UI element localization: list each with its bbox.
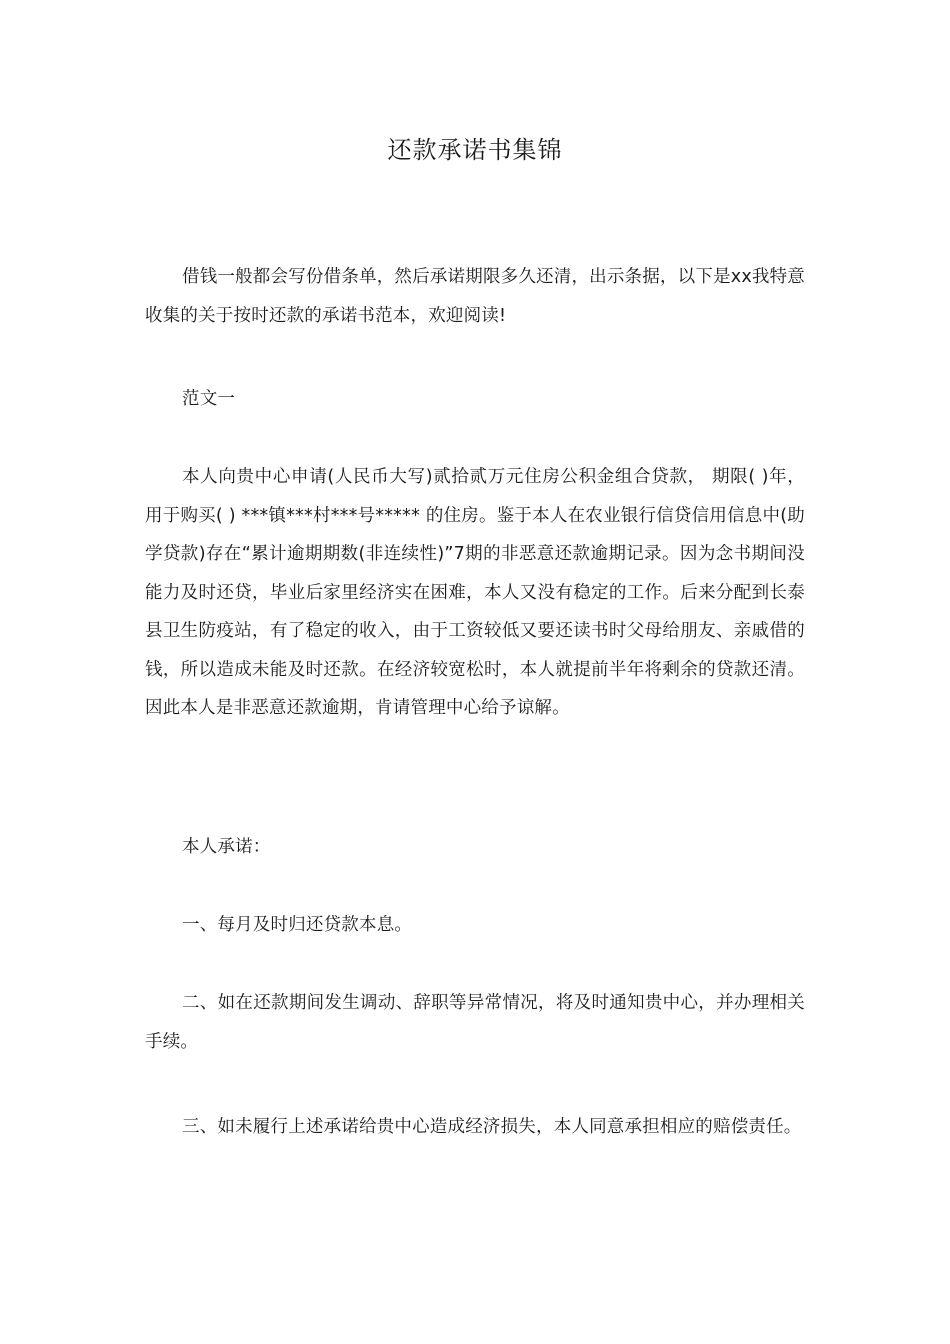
document-title: 还款承诺书集锦 [387, 136, 563, 164]
body-paragraph: 本人向贵中心申请(人民币大写)贰拾贰万元住房公积金组合贷款， 期限( )年，用于购买( ) ***镇***村***号***** 的住房。鉴于本人在农业银行信贷信用信息中(助学贷款)存在“累计逾期期数(非连续性)”7期的非恶意还款逾期记录。因为念书期间没能力及时还贷，毕业后家里经济实在困难，本人又没有稳定的工作。后来分配到长泰县卫生防疫站，有了稳定的收入，由于工资较低又要还读书时父母给朋友、亲戚借的钱，所以造成未能及时还款。在经济较宽松时，本人就提前半年将剩余的贷款还清。因此本人是非恶意还款逾期，肯请管理中心给予谅解。 [145, 467, 805, 718]
promise-heading: 本人承诺： [182, 837, 271, 857]
section-heading: 范文一 [182, 389, 236, 409]
promise-item-3: 三、如未履行上述承诺给贵中心造成经济损失，本人同意承担相应的赔偿责任。 [182, 1117, 802, 1137]
promise-item-1: 一、每月及时归还贷款本息。 [182, 915, 413, 935]
promise-item-2: 二、如在还款期间发生调动、辞职等异常情况，将及时通知贵中心，并办理相关手续。 [145, 993, 805, 1052]
intro-paragraph: 借钱一般都会写份借条单，然后承诺期限多久还清，出示条据，以下是xx我特意收集的关于按时还款的承诺书范本，欢迎阅读! [145, 267, 805, 326]
